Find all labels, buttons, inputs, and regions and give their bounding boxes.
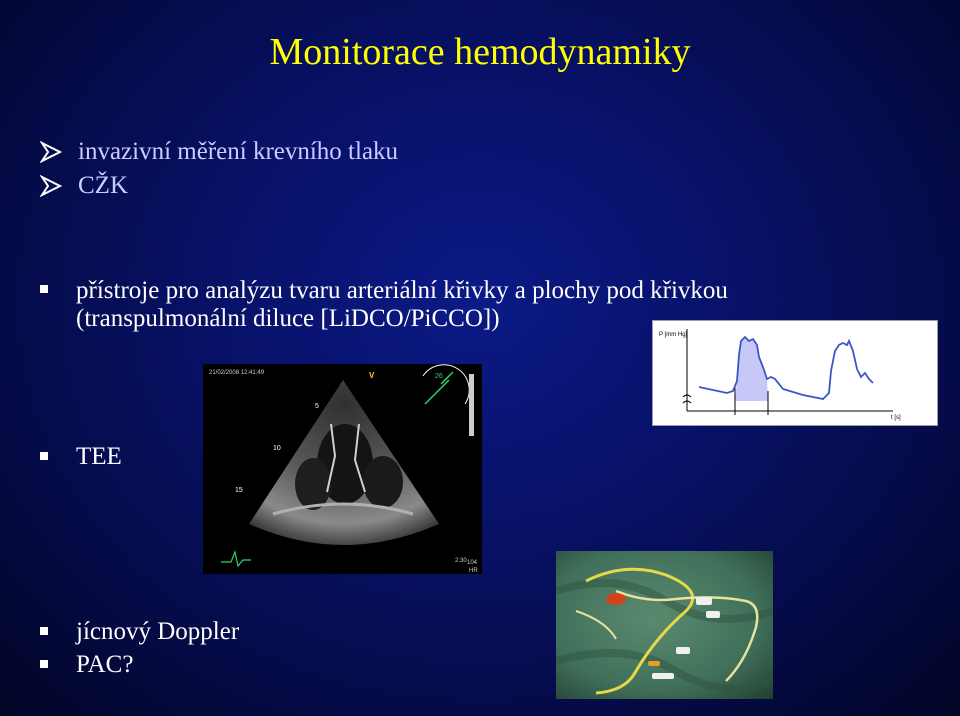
bullet-text: PAC? bbox=[76, 651, 134, 678]
square-bullet-icon bbox=[40, 627, 48, 635]
square-bullet-icon bbox=[40, 660, 48, 668]
bullet-invasive-bp bbox=[40, 138, 398, 166]
doppler-probe-photo bbox=[556, 551, 773, 699]
echo-graphic bbox=[203, 364, 482, 574]
echo-mode-letter: V bbox=[369, 371, 375, 380]
echo-sector-angle: 26 bbox=[435, 373, 443, 380]
doppler-probe-graphic bbox=[556, 551, 773, 699]
arrow-bullet-icon bbox=[40, 175, 62, 197]
pressure-waveform-graphic bbox=[653, 321, 937, 425]
bullet-text: CŽK bbox=[78, 172, 128, 199]
echo-depth-mark-10: 10 bbox=[273, 445, 281, 452]
echo-depth-mark-15: 15 bbox=[235, 487, 243, 494]
bullet-text: invazivní měření krevního tlaku bbox=[78, 138, 399, 165]
bullet-text: TEE bbox=[76, 443, 122, 470]
echo-timestamp: 21/02/2008 12:41:49 bbox=[209, 370, 265, 376]
bullet-text: jícnový Doppler bbox=[76, 618, 240, 645]
echo-heart-rate-unit: HR bbox=[469, 568, 478, 574]
echo-heart-rate: 104 bbox=[467, 560, 478, 566]
echo-frame-time: 2:30 bbox=[455, 558, 467, 564]
tee-echo-image bbox=[203, 364, 482, 574]
bullet-text-line1: přístroje pro analýzu tvaru arteriální křivky a plochy pod křivkou bbox=[76, 277, 728, 304]
arrow-bullet-icon bbox=[40, 141, 62, 163]
slide-title: Monitorace hemodynamiky bbox=[269, 31, 691, 73]
square-bullet-icon bbox=[40, 452, 48, 460]
x-axis-label: t [s] bbox=[891, 415, 901, 421]
pressure-waveform-image bbox=[652, 320, 938, 426]
bullet-cvc bbox=[40, 172, 128, 200]
y-axis-label: P [mm Hg] bbox=[659, 332, 688, 338]
echo-depth-mark-5: 5 bbox=[315, 403, 319, 410]
bullet-text-line2: (transpulmonální diluce [LiDCO/PiCCO]) bbox=[76, 305, 500, 332]
square-bullet-icon bbox=[40, 285, 48, 293]
arterial-pressure-curve bbox=[699, 337, 873, 399]
